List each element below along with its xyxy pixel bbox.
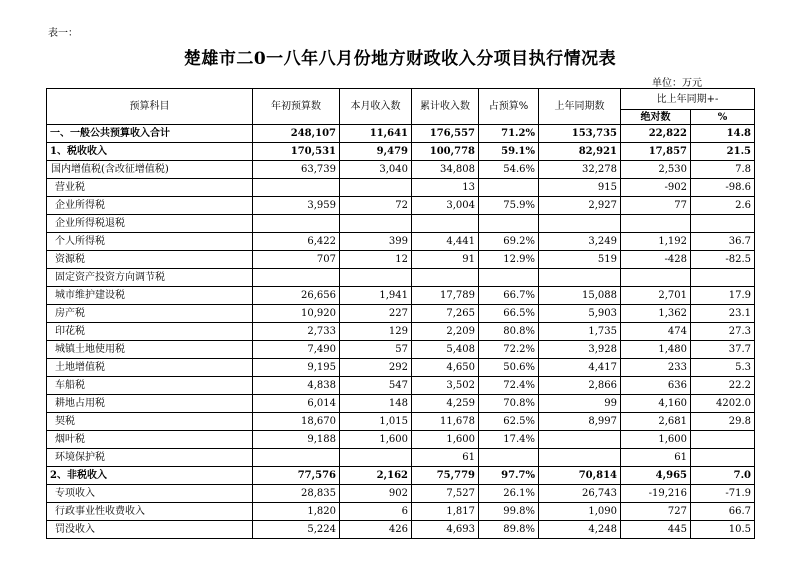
cell-last-year: 519 [539,251,621,269]
cell-pct-budget: 97.7% [479,467,539,485]
table-row [47,269,755,287]
cell-month: 1,015 [340,413,412,431]
cell-absolute: 2,530 [621,161,691,179]
cell-month: 399 [340,233,412,251]
cell-cumulative: 3,502 [412,377,479,395]
cell-month [340,179,412,197]
cell-month: 426 [340,521,412,539]
cell-month: 9,479 [340,143,412,161]
cell-cumulative: 1,600 [412,431,479,449]
cell-pct: 2.6 [691,197,755,215]
cell-pct-budget: 12.9% [479,251,539,269]
table-row [47,521,755,539]
cell-budget: 9,195 [253,359,340,377]
cell-last-year: 8,997 [539,413,621,431]
cell-pct-budget: 66.7% [479,287,539,305]
cell-pct-budget: 54.6% [479,161,539,179]
cell-absolute: -428 [621,251,691,269]
table-row [47,413,755,431]
table-row [47,467,755,485]
cell-pct: 5.3 [691,359,755,377]
cell-absolute: 22,822 [621,125,691,143]
table-row [47,161,755,179]
cell-subject: 城镇土地使用税 [47,341,253,359]
cell-budget: 26,656 [253,287,340,305]
cell-pct: 17.9 [691,287,755,305]
cell-subject: 行政事业性收费收入 [47,503,253,521]
cell-absolute: 4,965 [621,467,691,485]
cell-cumulative: 3,004 [412,197,479,215]
cell-absolute: 17,857 [621,143,691,161]
table-row [47,341,755,359]
cell-subject: 耕地占用税 [47,395,253,413]
cell-budget: 2,733 [253,323,340,341]
cell-last-year: 4,417 [539,359,621,377]
cell-cumulative: 34,808 [412,161,479,179]
cell-absolute: 474 [621,323,691,341]
cell-budget: 4,838 [253,377,340,395]
cell-last-year: 99 [539,395,621,413]
cell-last-year: 5,903 [539,305,621,323]
cell-cumulative: 17,789 [412,287,479,305]
table-caption: 表一： [48,28,78,39]
cell-subject: 环境保护税 [47,449,253,467]
table-row [47,503,755,521]
cell-last-year: 915 [539,179,621,197]
cell-absolute: 2,701 [621,287,691,305]
cell-pct-budget: 72.2% [479,341,539,359]
cell-subject: 印花税 [47,323,253,341]
cell-cumulative: 2,209 [412,323,479,341]
table-row [47,449,755,467]
cell-subject: 一、一般公共预算收入合计 [47,125,253,143]
cell-month [340,449,412,467]
cell-budget: 7,490 [253,341,340,359]
cell-month: 1,941 [340,287,412,305]
cell-month: 1,600 [340,431,412,449]
col-header-cumulative: 累计收入数 [412,89,479,125]
cell-absolute: 1,480 [621,341,691,359]
table-row [47,287,755,305]
cell-pct-budget: 69.2% [479,233,539,251]
cell-pct: 4202.0 [691,395,755,413]
cell-subject: 1、税收收入 [47,143,253,161]
cell-pct-budget: 59.1% [479,143,539,161]
cell-cumulative [412,269,479,287]
cell-subject: 烟叶税 [47,431,253,449]
cell-cumulative: 7,265 [412,305,479,323]
col-header-month: 本月收入数 [340,89,412,125]
cell-month: 129 [340,323,412,341]
cell-pct: 37.7 [691,341,755,359]
cell-absolute: 233 [621,359,691,377]
cell-cumulative: 4,259 [412,395,479,413]
cell-absolute: 445 [621,521,691,539]
cell-budget: 6,422 [253,233,340,251]
cell-pct: 23.1 [691,305,755,323]
cell-absolute: 77 [621,197,691,215]
cell-pct: 22.2 [691,377,755,395]
cell-month: 11,641 [340,125,412,143]
cell-budget: 9,188 [253,431,340,449]
cell-pct-budget: 71.2% [479,125,539,143]
cell-subject: 专项收入 [47,485,253,503]
cell-last-year: 1,090 [539,503,621,521]
col-header-pct-budget: 占预算% [479,89,539,125]
cell-budget: 6,014 [253,395,340,413]
cell-last-year [539,269,621,287]
cell-absolute: -19,216 [621,485,691,503]
col-header-budget: 年初预算数 [253,89,340,125]
cell-absolute: 2,681 [621,413,691,431]
table-row [47,215,755,233]
cell-cumulative: 13 [412,179,479,197]
table-row [47,377,755,395]
cell-budget: 18,670 [253,413,340,431]
cell-subject: 个人所得税 [47,233,253,251]
cell-budget [253,215,340,233]
cell-budget: 3,959 [253,197,340,215]
cell-last-year: 70,814 [539,467,621,485]
cell-last-year: 2,866 [539,377,621,395]
cell-pct [691,431,755,449]
cell-cumulative: 176,557 [412,125,479,143]
cell-pct: 7.8 [691,161,755,179]
cell-subject: 固定资产投资方向调节税 [47,269,253,287]
cell-cumulative: 7,527 [412,485,479,503]
cell-cumulative: 4,650 [412,359,479,377]
page-title: 楚雄市二0一八年八月份地方财政收入分项目执行情况表 [183,49,617,69]
cell-cumulative: 11,678 [412,413,479,431]
cell-last-year: 4,248 [539,521,621,539]
cell-absolute: 1,192 [621,233,691,251]
cell-pct: -82.5 [691,251,755,269]
cell-month: 12 [340,251,412,269]
cell-pct-budget: 50.6% [479,359,539,377]
cell-pct-budget: 17.4% [479,431,539,449]
cell-pct-budget [479,179,539,197]
cell-subject: 房产税 [47,305,253,323]
cell-cumulative: 91 [412,251,479,269]
cell-pct-budget: 66.5% [479,305,539,323]
cell-cumulative: 100,778 [412,143,479,161]
cell-pct-budget [479,215,539,233]
table-row [47,323,755,341]
cell-subject: 罚没收入 [47,521,253,539]
cell-absolute: 636 [621,377,691,395]
col-header-last-year: 上年同期数 [539,89,621,125]
cell-subject: 营业税 [47,179,253,197]
cell-pct-budget [479,449,539,467]
cell-last-year: 32,278 [539,161,621,179]
cell-last-year: 3,928 [539,341,621,359]
cell-absolute: 727 [621,503,691,521]
table-row [47,395,755,413]
table-row [47,485,755,503]
cell-month: 902 [340,485,412,503]
header-row [47,89,755,110]
table-row [47,125,755,143]
cell-month: 6 [340,503,412,521]
cell-cumulative [412,215,479,233]
revenue-table [46,88,755,539]
cell-budget [253,179,340,197]
cell-absolute [621,269,691,287]
cell-pct: 21.5 [691,143,755,161]
col-header-subject: 预算科目 [47,89,253,125]
cell-subject: 国内增值税(含改征增值税) [47,161,253,179]
cell-last-year: 15,088 [539,287,621,305]
cell-pct: 10.5 [691,521,755,539]
cell-pct-budget: 99.8% [479,503,539,521]
table-row [47,179,755,197]
cell-last-year: 2,927 [539,197,621,215]
cell-last-year [539,431,621,449]
cell-pct: 14.8 [691,125,755,143]
cell-pct-budget: 80.8% [479,323,539,341]
cell-cumulative: 4,441 [412,233,479,251]
cell-month: 547 [340,377,412,395]
cell-budget [253,449,340,467]
cell-absolute: -902 [621,179,691,197]
cell-absolute: 1,362 [621,305,691,323]
cell-last-year: 26,743 [539,485,621,503]
cell-pct [691,215,755,233]
cell-budget: 77,576 [253,467,340,485]
cell-pct [691,269,755,287]
cell-month: 57 [340,341,412,359]
col-header-compare-group: 比上年同期+- [621,89,755,110]
cell-subject: 城市维护建设税 [47,287,253,305]
cell-budget: 63,739 [253,161,340,179]
cell-month [340,215,412,233]
cell-pct: 27.3 [691,323,755,341]
col-header-absolute: 绝对数 [621,110,691,125]
table-row [47,251,755,269]
cell-absolute: 61 [621,449,691,467]
cell-last-year: 1,735 [539,323,621,341]
table-row [47,305,755,323]
cell-pct-budget: 89.8% [479,521,539,539]
cell-subject: 资源税 [47,251,253,269]
cell-last-year [539,449,621,467]
cell-cumulative: 1,817 [412,503,479,521]
table-row [47,143,755,161]
cell-pct-budget: 75.9% [479,197,539,215]
cell-absolute: 1,600 [621,431,691,449]
table-row [47,431,755,449]
cell-month: 72 [340,197,412,215]
cell-cumulative: 75,779 [412,467,479,485]
cell-subject: 企业所得税 [47,197,253,215]
cell-month: 148 [340,395,412,413]
cell-budget: 28,835 [253,485,340,503]
unit-label: 单位：万元 [652,78,702,89]
cell-last-year: 153,735 [539,125,621,143]
table-row [47,359,755,377]
cell-subject: 企业所得税退税 [47,215,253,233]
cell-cumulative: 61 [412,449,479,467]
cell-budget: 707 [253,251,340,269]
cell-month: 3,040 [340,161,412,179]
cell-cumulative: 4,693 [412,521,479,539]
cell-pct-budget: 70.8% [479,395,539,413]
cell-absolute: 4,160 [621,395,691,413]
cell-pct: 7.0 [691,467,755,485]
cell-budget: 170,531 [253,143,340,161]
cell-pct: 29.8 [691,413,755,431]
table-row [47,233,755,251]
cell-month [340,269,412,287]
cell-pct-budget: 26.1% [479,485,539,503]
cell-pct-budget: 62.5% [479,413,539,431]
cell-month: 292 [340,359,412,377]
cell-last-year: 3,249 [539,233,621,251]
cell-last-year: 82,921 [539,143,621,161]
cell-last-year [539,215,621,233]
cell-pct: 66.7 [691,503,755,521]
cell-budget: 248,107 [253,125,340,143]
cell-budget: 10,920 [253,305,340,323]
table-row [47,197,755,215]
cell-pct-budget [479,269,539,287]
table-body [47,125,755,539]
cell-pct-budget: 72.4% [479,377,539,395]
cell-budget: 5,224 [253,521,340,539]
cell-pct [691,449,755,467]
cell-pct: 36.7 [691,233,755,251]
cell-cumulative: 5,408 [412,341,479,359]
cell-month: 227 [340,305,412,323]
cell-absolute [621,215,691,233]
cell-pct: -71.9 [691,485,755,503]
cell-subject: 契税 [47,413,253,431]
cell-pct: -98.6 [691,179,755,197]
cell-subject: 车船税 [47,377,253,395]
cell-budget [253,269,340,287]
col-header-pct: % [691,110,755,125]
cell-budget: 1,820 [253,503,340,521]
cell-month: 2,162 [340,467,412,485]
cell-subject: 2、非税收入 [47,467,253,485]
cell-subject: 土地增值税 [47,359,253,377]
